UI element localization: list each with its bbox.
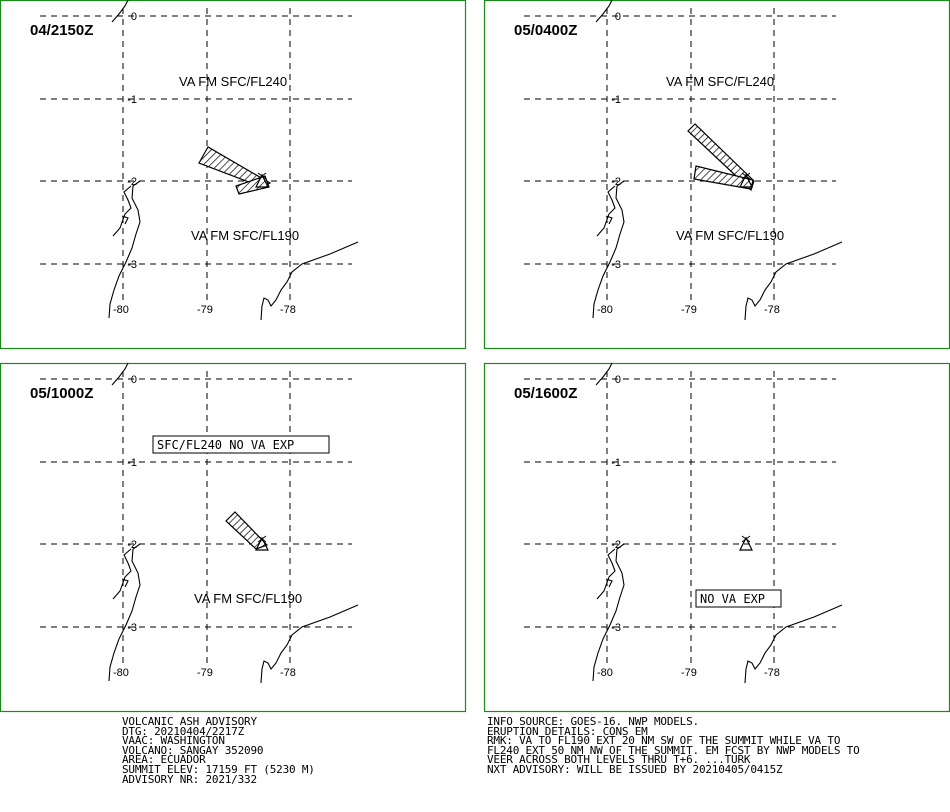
no-ash-label: NO VA EXP <box>700 592 766 606</box>
forecast-time-label: 04/2150Z <box>30 22 94 39</box>
ash-level-label: VA FM SFC/FL240 <box>666 74 775 89</box>
advisory-line: ADVISORY NR: 2021/332 <box>122 774 257 785</box>
map-panel <box>1 363 466 712</box>
longitude-label: -80 <box>113 667 129 679</box>
panel-frame <box>1 364 466 712</box>
longitude-label: -80 <box>597 304 613 316</box>
latitude-label: -1 <box>127 457 137 469</box>
longitude-label: -80 <box>113 304 129 316</box>
advisory-line: INFO SOURCE: GOES-16. NWP MODELS. <box>487 717 699 727</box>
advisory-line: VEER ACROSS BOTH LEVELS THRU T+6. ...TURK <box>487 755 751 765</box>
panel-frame <box>485 364 950 712</box>
advisory-line: VAAC: WASHINGTON <box>122 736 225 746</box>
map-panel <box>1 0 466 349</box>
latitude-label: -1 <box>611 457 621 469</box>
forecast-time-label: 05/0400Z <box>514 22 578 39</box>
advisory-line: AREA: ECUADOR <box>122 755 206 765</box>
longitude-label: -78 <box>280 667 296 679</box>
latitude-label: -1 <box>611 94 621 106</box>
no-ash-label: SFC/FL240 NO VA EXP <box>157 438 295 452</box>
latitude-label: -3 <box>611 259 621 271</box>
longitude-label: -78 <box>764 304 780 316</box>
advisory-line: SUMMIT ELEV: 17159 FT (5230 M) <box>122 764 315 775</box>
longitude-label: -78 <box>280 304 296 316</box>
latitude-label: 0 <box>614 11 621 23</box>
latitude-label: -3 <box>611 622 621 634</box>
longitude-label: -80 <box>597 667 613 679</box>
advisory-line: VOLCANIC ASH ADVISORY <box>122 717 257 727</box>
advisory-line: VOLCANO: SANGAY 352090 <box>122 745 264 756</box>
advisory-header-block <box>122 717 315 784</box>
advisory-remarks-block <box>487 717 860 775</box>
latitude-label: -2 <box>127 176 137 188</box>
longitude-label: -79 <box>681 304 697 316</box>
longitude-label: -79 <box>681 667 697 679</box>
ash-level-label: VA FM SFC/FL190 <box>194 591 303 606</box>
advisory-line: DTG: 20210404/2217Z <box>122 726 245 737</box>
ash-level-label: VA FM SFC/FL190 <box>676 228 785 243</box>
longitude-label: -79 <box>197 667 213 679</box>
longitude-label: -78 <box>764 667 780 679</box>
latitude-label: -2 <box>127 539 137 551</box>
advisory-line: NXT ADVISORY: WILL BE ISSUED BY 20210405/0415Z <box>487 764 783 775</box>
latitude-label: -2 <box>611 176 621 188</box>
map-panel <box>485 0 950 349</box>
forecast-time-label: 05/1600Z <box>514 385 578 402</box>
latitude-label: 0 <box>614 374 621 386</box>
latitude-label: -1 <box>127 94 137 106</box>
advisory-line: RMK: VA TO FL190 EXT 20 NM SW OF THE SUMMIT WHILE VA TO <box>487 736 841 746</box>
map-panel <box>485 363 950 712</box>
latitude-label: 0 <box>130 374 137 386</box>
advisory-line: ERUPTION DETAILS: CONS EM <box>487 726 648 737</box>
latitude-label: 0 <box>130 11 137 23</box>
latitude-label: -3 <box>127 622 137 634</box>
ash-level-label: VA FM SFC/FL190 <box>191 228 300 243</box>
latitude-label: -3 <box>127 259 137 271</box>
forecast-time-label: 05/1000Z <box>30 385 94 402</box>
latitude-label: -2 <box>611 539 621 551</box>
advisory-line: FL240 EXT 50 NM NW OF THE SUMMIT. EM FCST BY NWP MODELS TO <box>487 745 860 756</box>
longitude-label: -79 <box>197 304 213 316</box>
ash-level-label: VA FM SFC/FL240 <box>179 74 288 89</box>
